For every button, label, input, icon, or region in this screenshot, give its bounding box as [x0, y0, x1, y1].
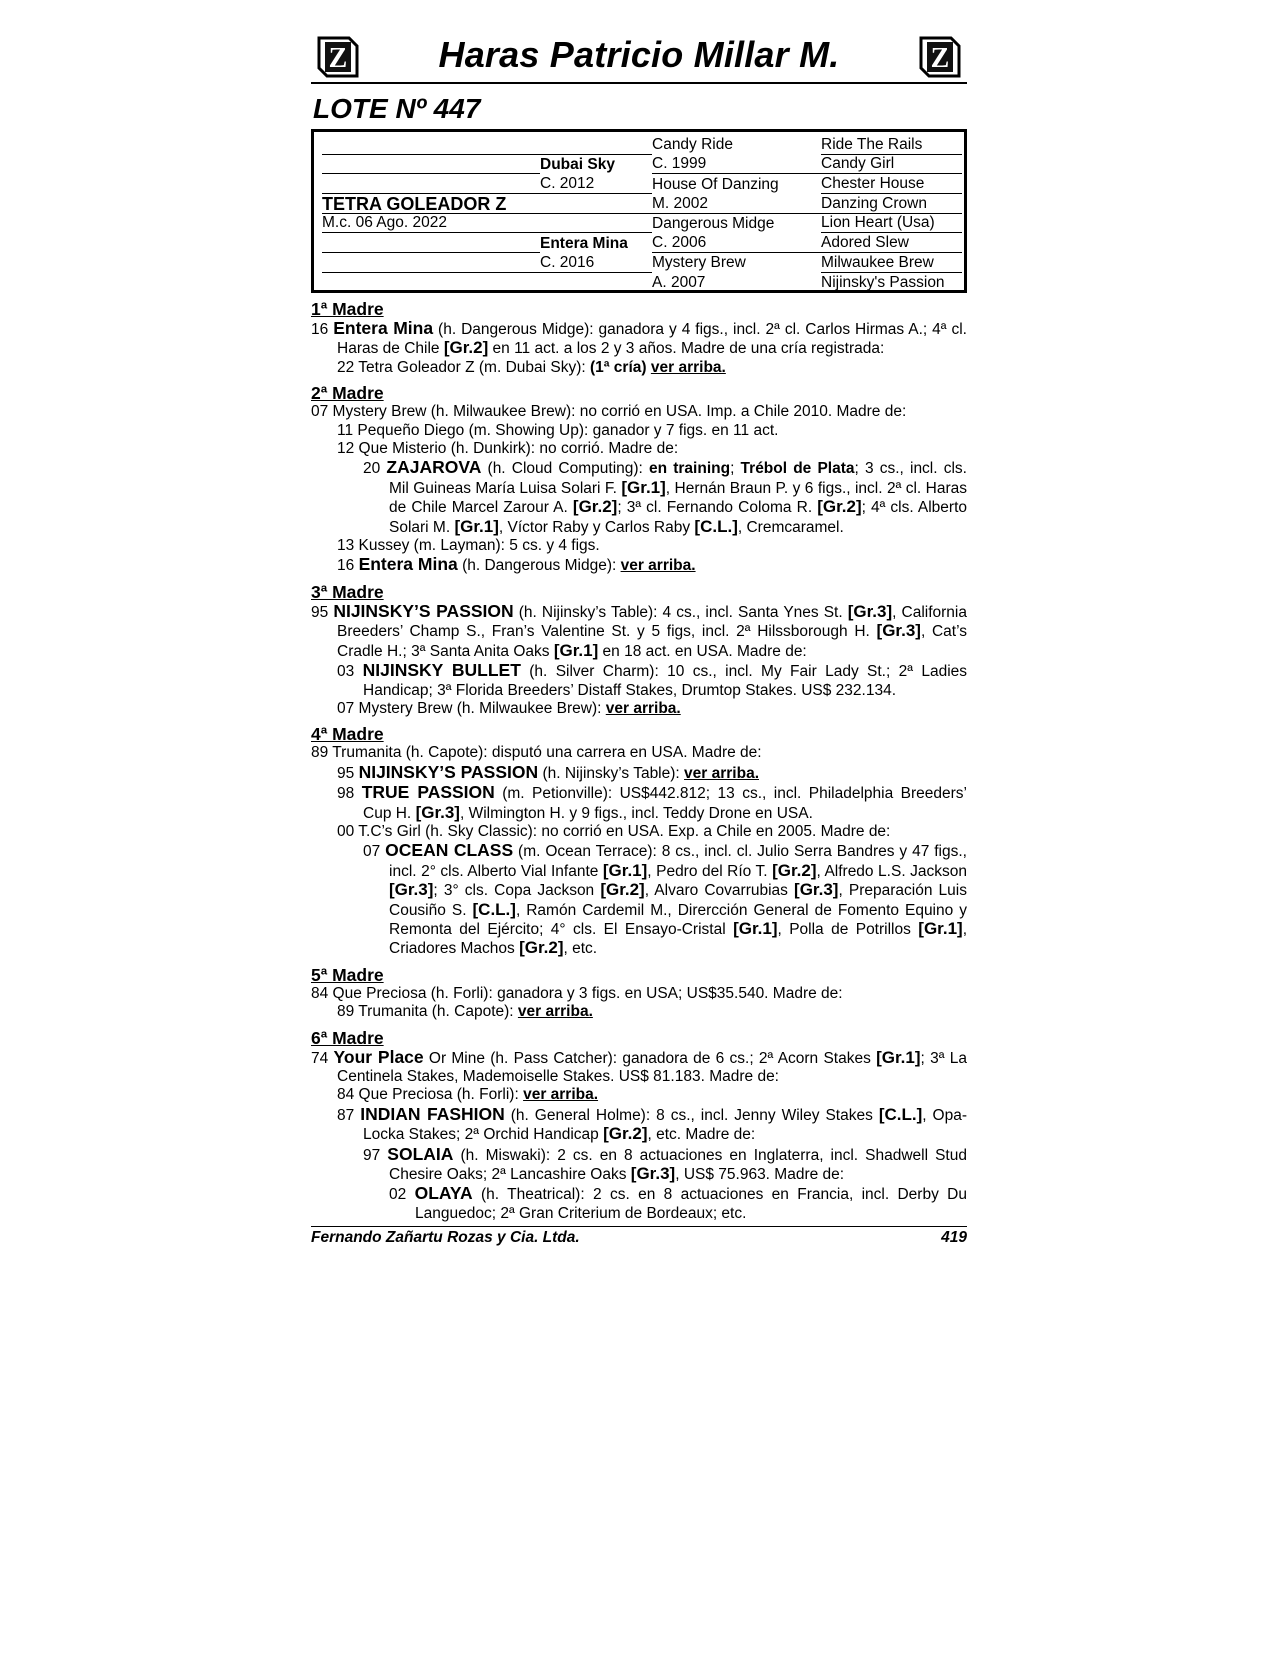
- entry-text: , Ramón Cardemil M., Dirercción General de Fomento Equino y Remonta del Ejército; 4° cls. El Ensayo-Cristal: [389, 901, 967, 938]
- pedigree-cell: M. 2002: [652, 194, 821, 214]
- pedigree-entry: [337, 1105, 967, 1145]
- pedigree-entry: [337, 823, 967, 841]
- entry-text: 84 Que Preciosa (h. Forli): ganadora y 3 figs. en USA; US$35.540. Madre de:: [311, 984, 843, 1002]
- pedigree-cell: Entera Mina: [540, 234, 628, 252]
- dam-heading: 4ª Madre: [311, 724, 384, 745]
- pedigree-row: [322, 154, 962, 174]
- entry-text: ; 3ª La Centinela Stakes, Mademoiselle Stakes. US$ 81.183. Madre de:: [337, 1049, 967, 1085]
- dam-section: [311, 724, 967, 958]
- pedigree-row: [322, 253, 962, 273]
- entry-text: , Preparación Luis Cousiño S.: [389, 882, 967, 919]
- pedigree-cell: Candy Ride: [652, 136, 733, 154]
- entry-text: en 18 act. en USA. Madre de:: [598, 642, 807, 660]
- cross-reference: ver arriba.: [517, 1003, 593, 1021]
- race-grade: [Gr.2]: [817, 497, 862, 517]
- entry-text: , Pedro del Río T.: [647, 862, 773, 880]
- horse-name: Entera Mina: [358, 554, 458, 575]
- page-title: Haras Patricio Millar M.: [438, 34, 840, 75]
- entry-text: ; 4ª cls. Alberto Solari M.: [389, 499, 968, 536]
- entry-text: , Criadores Machos: [389, 920, 967, 958]
- pedigree-cell: A. 2007: [652, 272, 821, 292]
- pedigree-cell: M.c. 06 Ago. 2022: [322, 213, 540, 233]
- pedigree-cell: [322, 174, 540, 194]
- entry-text: (h. Dangerous Midge):: [457, 557, 621, 575]
- pedigree-cell: Dubai Sky: [540, 155, 615, 173]
- entry-text: , etc.: [563, 940, 598, 958]
- pedigree-entry: [337, 763, 967, 783]
- race-grade: [Gr.3]: [630, 1164, 676, 1184]
- entry-text: 22 Tetra Goleador Z (m. Dubai Sky):: [337, 358, 590, 376]
- pedigree-entry: [363, 1145, 967, 1185]
- entry-text: 07 Mystery Brew (h. Milwaukee Brew):: [337, 699, 606, 717]
- entry-text: 07: [363, 843, 386, 861]
- horse-name: INDIAN FASHION: [360, 1103, 505, 1124]
- horse-name: Your Place: [333, 1046, 424, 1067]
- horse-name: SOLAIA: [387, 1143, 454, 1164]
- pedigree-cell: Adored Slew: [821, 233, 962, 253]
- pedigree-table: [322, 135, 962, 293]
- entry-text: , Alfredo L.S. Jackson: [816, 862, 967, 880]
- entry-text: 13 Kussey (m. Layman): 5 cs. y 4 figs.: [337, 537, 600, 555]
- dam-heading: 2ª Madre: [311, 383, 384, 404]
- entry-text: en 11 act. a los 2 y 3 años. Madre de una cría registrada:: [488, 340, 885, 358]
- pedigree-entry: [337, 661, 967, 700]
- dam-section: [311, 582, 967, 718]
- pedigree-entry: [311, 744, 967, 762]
- haras-logo-icon: [917, 34, 963, 80]
- entry-text: (m. Petionville): US$442.812; 13 cs., incl. Philadelphia Breeders’ Cup H.: [363, 785, 967, 822]
- entry-text: , Cremcaramel.: [737, 518, 844, 536]
- entry-text: , Opa-Locka Stakes; 2ª Orchid Handicap: [363, 1106, 967, 1144]
- pedigree-cell: C. 2006: [652, 233, 821, 253]
- horse-name: TRUE PASSION: [361, 782, 495, 803]
- pedigree-cell: [540, 135, 652, 154]
- entry-text: 11 Pequeño Diego (m. Showing Up): ganador y 7 figs. en 11 act.: [337, 421, 779, 439]
- race-grade: [Gr.2]: [600, 880, 645, 900]
- pedigree-entry: [363, 841, 967, 958]
- entry-text: 16: [337, 557, 359, 575]
- bold-text: (1ª cría): [589, 358, 647, 376]
- cross-reference: ver arriba.: [620, 557, 696, 575]
- entry-text: ; 3ª cl. Fernando Coloma R.: [617, 499, 818, 517]
- race-grade: [Gr.3]: [876, 621, 921, 641]
- race-grade: [Gr.3]: [847, 601, 893, 621]
- bold-text: en training: [649, 460, 731, 478]
- dam-section: [311, 1028, 967, 1224]
- race-grade: [Gr.2]: [519, 938, 564, 958]
- entry-text: (h. Nijinsky’s Table): 4 cs., incl. Santa Ynes St.: [513, 603, 848, 621]
- footer-publisher: Fernando Zañartu Rozas y Cia. Ltda.: [311, 1229, 580, 1247]
- pedigree-row: [322, 174, 962, 194]
- horse-name: NIJINSKY’S PASSION: [333, 600, 514, 621]
- pedigree-entry: [337, 700, 967, 718]
- race-grade: [Gr.3]: [415, 802, 460, 822]
- cross-reference: ver arriba.: [523, 1086, 599, 1104]
- entry-text: 87: [337, 1106, 361, 1124]
- pedigree-cell: C. 2012: [540, 174, 652, 194]
- pedigree-entry: [337, 440, 967, 458]
- dam-heading: 5ª Madre: [311, 964, 384, 985]
- entry-text: 97: [363, 1146, 388, 1164]
- entry-text: ;: [730, 460, 741, 478]
- pedigree-row: [322, 213, 962, 233]
- logo-letter: Z: [328, 43, 348, 74]
- cross-reference: ver arriba.: [605, 699, 681, 717]
- pedigree-entry: [337, 783, 967, 823]
- race-grade: [Gr.1]: [553, 640, 599, 660]
- race-grade: [Gr.3]: [389, 880, 434, 900]
- pedigree-cell: Candy Girl: [821, 154, 962, 174]
- entry-text: (h. Theatrical): 2 cs. en 8 actuaciones en Francia, incl. Derby Du Languedoc; 2ª Gran Criterium de Bordeaux; etc.: [415, 1186, 967, 1222]
- pedigree-cell: [540, 194, 652, 214]
- entry-text: Or Mine (h. Pass Catcher): ganadora de 6 cs.; 2ª Acorn Stakes: [423, 1049, 877, 1067]
- pedigree-cell: C. 2016: [540, 253, 652, 273]
- entry-text: (m. Ocean Terrace): 8 cs., incl. cl. Julio Serra Bandres y 47 figs., incl. 2° cls. Alberto Vial Infante: [389, 843, 967, 880]
- pedigree-cell: Nijinsky's Passion: [821, 272, 962, 292]
- entry-text: , California Breeders’ Champ S., Fran’s Valentine St. y 5 figs, incl. 2ª Hilssborough H.: [337, 603, 967, 641]
- entry-text: 84 Que Preciosa (h. Forli):: [337, 1086, 524, 1104]
- pedigree-cell: TETRA GOLEADOR Z: [322, 194, 540, 214]
- pedigree-entry: [389, 1184, 967, 1223]
- entry-text: 20: [363, 460, 387, 478]
- pedigree-cell: Lion Heart (Usa): [821, 213, 962, 233]
- pedigree-cell: [322, 253, 540, 273]
- entry-text: , Polla de Potrillos: [777, 920, 919, 938]
- pedigree-entry: [337, 537, 967, 555]
- race-grade: [Gr.2]: [772, 860, 817, 880]
- entry-text: (h. Cloud Computing):: [481, 460, 649, 478]
- entry-text: , US$ 75.963. Madre de:: [675, 1166, 845, 1184]
- entry-text: (h. General Holme): 8 cs., incl. Jenny Wiley Stakes: [504, 1106, 879, 1124]
- entry-text: 12 Que Misterio (h. Dunkirk): no corrió. Madre de:: [337, 440, 679, 458]
- horse-name: NIJINSKY BULLET: [362, 660, 521, 681]
- pedigree-cell: [540, 272, 652, 292]
- pedigree-row: [322, 272, 962, 292]
- pedigree-entry: [311, 985, 967, 1003]
- pedigree-cell: [322, 135, 540, 154]
- entry-text: ; 3° cls. Copa Jackson: [433, 882, 601, 900]
- entry-text: (h. Miswaki): 2 cs. en 8 actuaciones en Inglaterra, incl. Shadwell Stud Chesire Oaks; 2ª Lancashire Oaks: [389, 1146, 967, 1184]
- entry-text: 95: [311, 603, 334, 621]
- race-grade: [C.L.]: [472, 899, 516, 919]
- entry-text: 74: [311, 1049, 334, 1067]
- entry-text: 95: [337, 764, 359, 782]
- pedigree-box: [311, 129, 967, 293]
- pedigree-entry: [363, 458, 967, 537]
- horse-name: Entera Mina: [333, 318, 434, 338]
- pedigree-entry: [311, 403, 967, 421]
- race-grade: [C.L.]: [694, 516, 738, 536]
- pedigree-cell: Milwaukee Brew: [821, 253, 962, 273]
- pedigree-cell: [540, 213, 652, 233]
- pedigree-cell: Dangerous Midge: [652, 214, 775, 232]
- pedigree-entry: [311, 319, 967, 359]
- race-grade: [Gr.3]: [794, 880, 839, 900]
- pedigree-row: [322, 233, 962, 253]
- pedigree-cell: House Of Danzing: [652, 175, 779, 193]
- pedigree-row: [322, 194, 962, 214]
- entry-text: 03: [337, 663, 363, 681]
- entry-text: (h. Dangerous Midge): ganadora y 4 figs., incl. 2ª cl. Carlos Hirmas A.; 4ª cl. Haras de Chile: [337, 321, 967, 358]
- entry-text: ; 3 cs., incl. cls. Mil Guineas María Luisa Solari F.: [389, 460, 967, 497]
- dam-section: [311, 383, 967, 576]
- pedigree-entry: [337, 359, 967, 377]
- dam-section: [311, 965, 967, 1022]
- entry-text: 00 T.C’s Girl (h. Sky Classic): no corrió en USA. Exp. a Chile en 2005. Madre de:: [337, 822, 891, 840]
- page-header: [311, 28, 967, 84]
- entry-text: , Hernán Braun P. y 6 figs., incl. 2ª cl. Haras de Chile Marcel Zarour A.: [389, 479, 967, 517]
- race-grade: [Gr.1]: [621, 477, 666, 497]
- entry-text: 98: [337, 785, 362, 803]
- race-grade: [Gr.2]: [443, 338, 489, 358]
- race-grade: [Gr.1]: [876, 1047, 921, 1067]
- horse-name: OLAYA: [414, 1183, 473, 1204]
- pedigree-row: [322, 135, 962, 154]
- pedigree-entry: [337, 422, 967, 440]
- page-number: 419: [941, 1229, 967, 1247]
- dam-heading: 6ª Madre: [311, 1027, 384, 1048]
- horse-name: ZAJAROVA: [386, 457, 482, 478]
- race-grade: [Gr.1]: [733, 918, 778, 938]
- catalog-page: [311, 28, 967, 1247]
- entry-text: (h. Silver Charm): 10 cs., incl. My Fair Lady St.; 2ª Ladies Handicap; 3ª Florida Breeders’ Distaff Stakes, Drumtop Stakes. US$ 232.134.: [363, 663, 968, 699]
- pedigree-entry: [311, 602, 967, 661]
- entry-text: , Wilmington H. y 9 figs., incl. Teddy Drone en USA.: [459, 804, 813, 822]
- entry-text: (h. Nijinsky’s Table):: [538, 764, 685, 782]
- pedigree-entry: [311, 1048, 967, 1087]
- race-grade: [Gr.1]: [918, 918, 963, 938]
- lot-number: LOTE Nº 447: [313, 93, 481, 124]
- page-footer: [311, 1226, 967, 1247]
- pedigree-entry: [337, 1086, 967, 1104]
- bold-text: Trébol de Plata: [740, 460, 855, 478]
- entry-text: 02: [389, 1186, 415, 1204]
- pedigree-cell: [322, 272, 540, 292]
- race-grade: [Gr.1]: [454, 516, 499, 536]
- entry-text: 16: [311, 321, 334, 338]
- race-grade: [Gr.1]: [602, 860, 648, 880]
- entry-text: , Cat’s Cradle H.; 3ª Santa Anita Oaks: [337, 623, 967, 660]
- logo-letter: Z: [930, 43, 950, 74]
- race-grade: [C.L.]: [878, 1104, 923, 1124]
- dam-section: [311, 299, 967, 377]
- entry-text: , etc. Madre de:: [647, 1126, 756, 1144]
- race-grade: [Gr.2]: [603, 1124, 648, 1144]
- pedigree-cell: Chester House: [821, 174, 962, 194]
- entry-text: 07 Mystery Brew (h. Milwaukee Brew): no corrió en USA. Imp. a Chile 2010. Madre de:: [311, 403, 907, 421]
- pedigree-entry: [337, 555, 967, 575]
- entry-text: 89 Trumanita (h. Capote): disputó una carrera en USA. Madre de:: [311, 744, 762, 762]
- cross-reference: ver arriba.: [650, 358, 726, 376]
- pedigree-cell: C. 1999: [652, 154, 821, 174]
- pedigree-cell: [322, 154, 540, 174]
- entry-text: , Víctor Raby y Carlos Raby: [498, 518, 695, 536]
- cross-reference: ver arriba.: [684, 764, 759, 782]
- pedigree-cell: Ride The Rails: [821, 135, 962, 154]
- entry-text: 89 Trumanita (h. Capote):: [337, 1003, 518, 1021]
- dam-heading: 1ª Madre: [311, 299, 384, 319]
- horse-name: NIJINSKY’S PASSION: [358, 761, 539, 782]
- pedigree-entry: [337, 1003, 967, 1021]
- horse-name: OCEAN CLASS: [385, 840, 514, 861]
- pedigree-cell: Danzing Crown: [821, 194, 962, 214]
- pedigree-cell: [322, 233, 540, 253]
- race-grade: [Gr.2]: [572, 497, 618, 517]
- pedigree-cell: Mystery Brew: [652, 254, 746, 272]
- dam-heading: 3ª Madre: [311, 581, 384, 602]
- entry-text: , Alvaro Covarrubias: [644, 882, 795, 900]
- female-line-sections: [311, 299, 967, 1223]
